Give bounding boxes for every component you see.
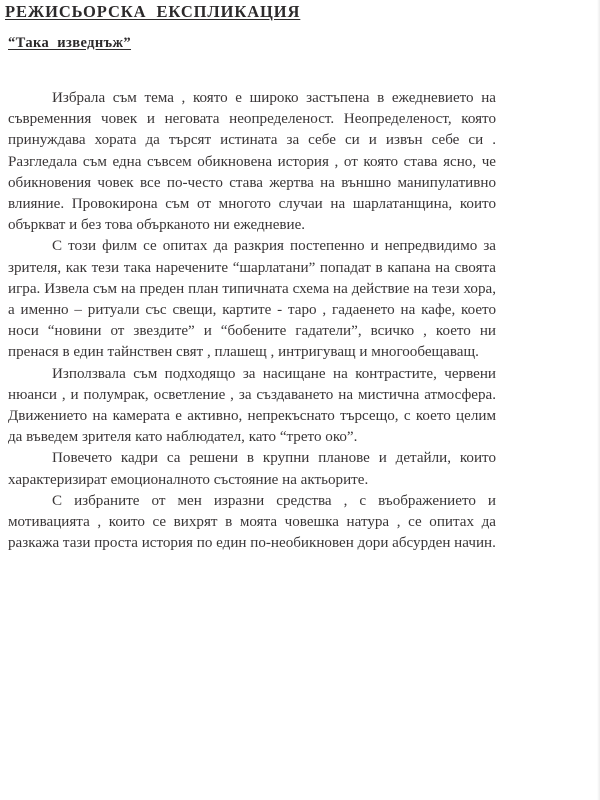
document-body — [8, 88, 496, 554]
paragraph: С избраните от мен изразни средства , с въображението и мотивацията , които се вихрят в моята човешка натура , се опитах да разкажа тази проста история по един по-необикновен дори абсурден начин. — [8, 492, 496, 552]
paragraph: Използвала съм подходящо за насищане на контрастите, червени нюанси , и полумрак, осветление , за създаването на мистична атмосфера. Движението на камерата е активно, непрекъснато търсещо, с което целим да въведем зрителя като наблюдател, като “трето око”. — [8, 365, 496, 446]
page-title: РЕЖИСЬОРСКА ЕКСПЛИКАЦИЯ — [5, 2, 301, 21]
paragraph: Избрала съм тема , която е широко застъпена в ежедневието на съвременния човек и неговата неопределеност. Неопределеност, която принуждава хората да търсят истината за себе си и извън себе си . Разгледала съм една съвсем обикновена история , от която става ясно, че обикновения човек все по-често става жертва на външно манипулативно влияние. Провокирона съм от многото случаи на шарлатанщина, които объркват и без това обърканото ни ежедневие. — [8, 90, 496, 234]
paragraph: С този филм се опитах да разкрия постепенно и непредвидимо за зрителя, как тези така наречените “шарлатани” попадат в капана на своята игра. Извела съм на преден план типичната схема на действие на тези хора, а именно – ритуали със свещи, картите - таро , гадаенето на кафе, което носи “новини от звездите” и “бобените гадатели”, всичко , което ни пренася в един тайнствен свят , плашещ , интригуващ и многообещаващ. — [8, 238, 496, 361]
paragraph: Повечето кадри са решени в крупни планове и детайли, които характеризират емоционалното състояние на актьорите. — [8, 450, 496, 488]
page-subtitle: “Така изведнъж” — [8, 35, 132, 51]
